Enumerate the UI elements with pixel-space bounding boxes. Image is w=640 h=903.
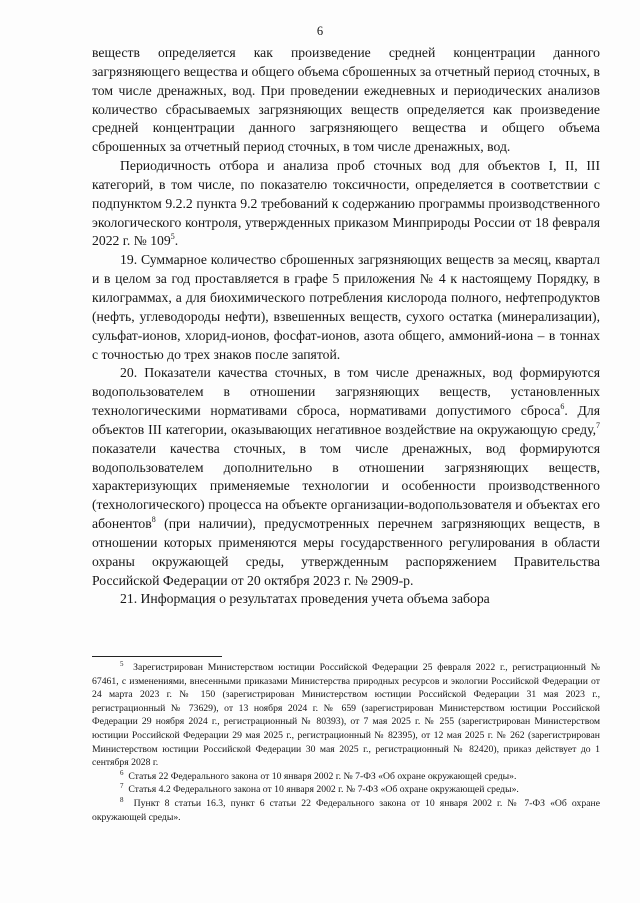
- paragraph: [92, 157, 600, 251]
- footnote: [92, 770, 600, 784]
- footnote-text: Статья 22 Федерального закона от 10 января 2002 г. № 7-ФЗ «Об охране окружающей среды».: [128, 770, 517, 782]
- footnote: [92, 797, 600, 824]
- paragraph: [92, 44, 600, 157]
- body-text: [92, 44, 600, 609]
- footnote-text: Статья 4.2 Федерального закона от 10 января 2002 г. № 7-ФЗ «Об охране окружающей среды».: [128, 784, 519, 796]
- footnote-text: Зарегистрирован Министерством юстиции Российской Федерации 25 февраля 2022 г., регистрационный № 67461, с изменениями, внесенными приказами Министерства природных ресурсов и экологии Российской Федерации от 24 марта 2023 г. № 150 (зарегистрирован Министерством юстиции Российской Федерации 31 мая 2023 г., регистрационный № 73629), от 13 ноября 2024 г. № 659 (зарегистрирован Министерством юстиции Российской Федерации 29 ноября 2024 г., регистрационный № 80393), от 7 мая 2025 г. № 255 (зарегистрирован Министерством юстиции Российской Федерации 29 мая 2025 г., регистрационный № 82395), от 12 мая 2025 г. № 262 (зарегистрирован Министерством юстиции Российской Федерации 30 мая 2025 г., регистрационный № 82420), приказ действует до 1 сентября 2028 г.: [92, 662, 601, 769]
- paragraph-text: 20. Показатели качества сточных, в том числе дренажных, вод формируются водопользователем в отношении загрязняющих веществ, установленных технологическими нормативами сброса, нормативами допустимого сброса: [92, 365, 600, 419]
- footnote-text: Пункт 8 статьи 16.3, пункт 6 статьи 22 Федерального закона от 10 января 2002 г. № 7-ФЗ «Об охране окружающей среды».: [92, 797, 600, 823]
- page-number: 6: [316, 24, 324, 38]
- paragraph-text: (при наличии), предусмотренных перечнем загрязняющих веществ, в отношении которых применяются меры государственного регулирования в области охраны окружающей среды, утвержденным распоряжением Правительства Российской Федерации от 20 октября 2023 г. № 2909-р.: [92, 516, 600, 588]
- footnote-reference: 6: [560, 402, 565, 412]
- paragraph: [92, 590, 600, 609]
- footnote: [92, 783, 600, 797]
- footnote: [92, 661, 600, 770]
- footnote-reference: 5: [170, 232, 175, 242]
- footnote-mark: 8: [120, 795, 124, 804]
- footnotes: [92, 661, 600, 824]
- footnote-mark: 6: [120, 768, 124, 777]
- paragraph: [92, 364, 600, 590]
- paragraph-text: веществ определяется как произведение средней концентрации данного загрязняющего вещества и общего объема сброшенных за отчетный период сточных, в том числе дренажных, вод. При проведении ежедневных и периодических анализов количество сбрасываемых загрязняющих веществ определяется как произведение средней концентрации данного загрязняющего вещества и общего объема сброшенных за отчетный период сточных, в том числе дренажных, вод.: [92, 45, 600, 155]
- footnote-reference: 7: [596, 420, 600, 430]
- footnote-mark: 5: [120, 660, 124, 668]
- footnote-separator: [92, 656, 222, 657]
- paragraph-text: 19. Суммарное количество сброшенных загрязняющих веществ за месяц, квартал и в целом за год проставляется в графе 5 приложения № 4 к настоящему Порядку, в килограммах, а для биохимического потребления кислорода полного, нефтепродуктов (нефть, углеводороды нефти), взвешенных веществ, сухого остатка (минерализации), сульфат-ионов, хлорид-ионов, фосфат-ионов, азота общего, аммоний-иона – в тоннах с точностью до трех знаков после запятой.: [92, 252, 600, 362]
- paragraph: [92, 251, 600, 364]
- paragraph-text: показатели качества сточных, в том числе дренажных, вод формируются водопользователем дополнительно в отношении загрязняющих веществ, характеризующих применяемые технологии и особенности производственного (технологического) процесса на объекте организации-водопользователя и объектах его абонентов: [92, 440, 600, 532]
- paragraph-text: . Для объектов III категории, оказывающих негативное воздействие на окружающую среду,: [92, 403, 601, 437]
- paragraph-text: .: [174, 233, 179, 249]
- paragraph-text: 21. Информация о результатах проведения учета объема забора: [120, 591, 490, 607]
- footnote-reference: 8: [151, 515, 156, 525]
- footnote-mark: 7: [120, 782, 124, 791]
- paragraph-text: Периодичность отбора и анализа проб сточных вод для объектов I, II, III категорий, в том числе, по показателю токсичности, определяется в соответствии с подпунктом 9.2.2 пункта 9.2 требований к содержанию программы производственного экологического контроля, утвержденных приказом Минприроды России от 18 февраля 2022 г. № 109: [92, 158, 600, 249]
